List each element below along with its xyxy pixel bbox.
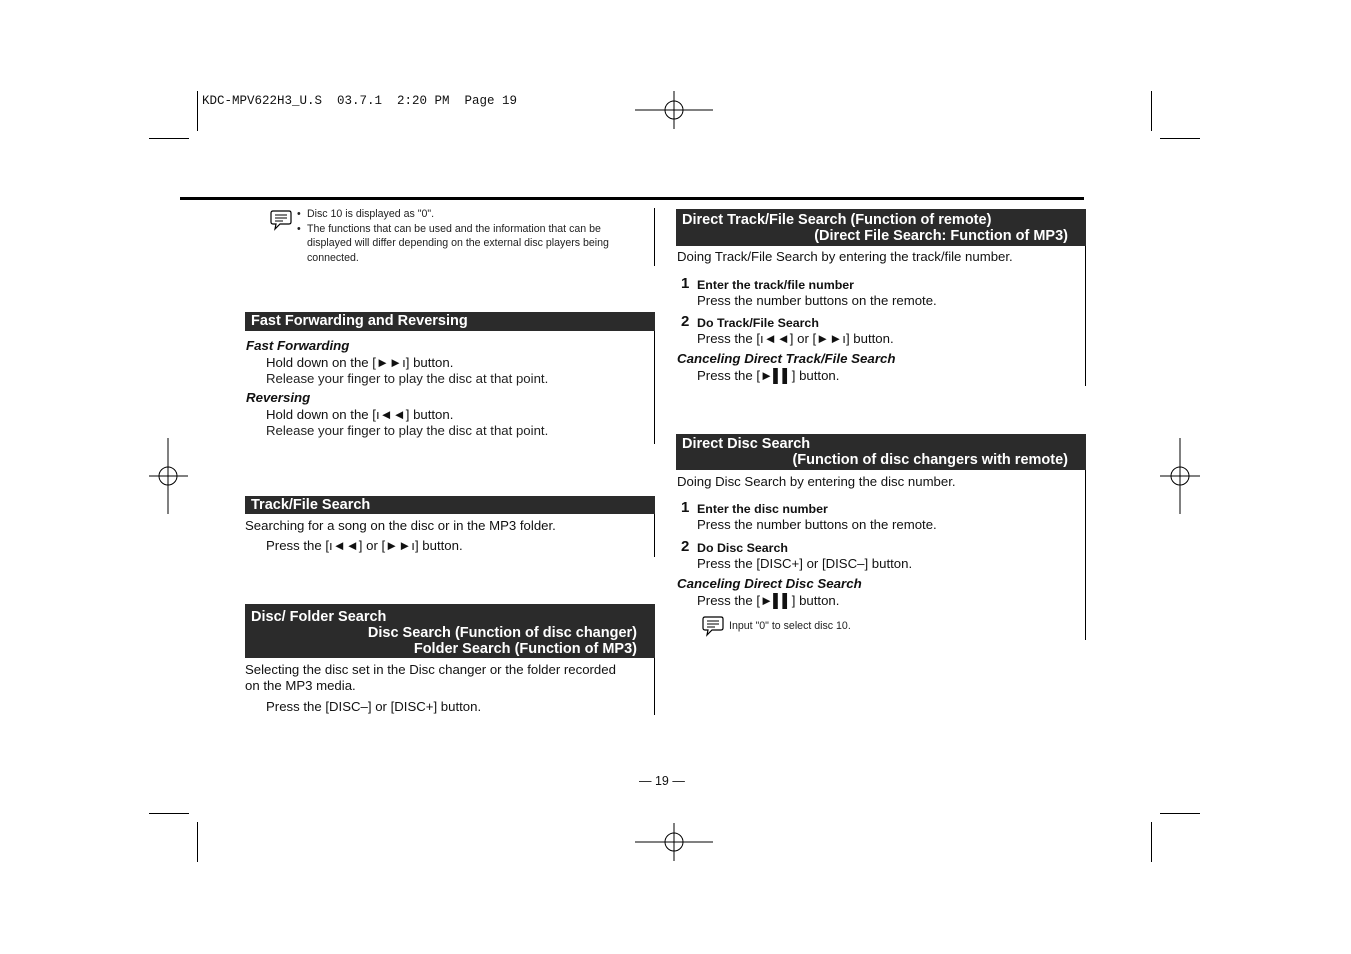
subheading-cancel-disc: Canceling Direct Disc Search bbox=[677, 576, 862, 591]
text: Release your finger to play the disc at that point. bbox=[266, 371, 549, 386]
section-header-disc-folder bbox=[245, 604, 655, 658]
note-line: displayed will differ depending on the external disc players being bbox=[307, 237, 609, 250]
text: Hold down on the [ı◄◄] button. bbox=[266, 407, 454, 422]
section-title: (Direct File Search: Function of MP3) bbox=[814, 228, 1068, 244]
step-title: Do Disc Search bbox=[697, 541, 788, 555]
section-title: Direct Disc Search bbox=[682, 436, 811, 452]
section-header-fast bbox=[245, 312, 655, 331]
subheading-reversing: Reversing bbox=[246, 390, 311, 405]
text: Press the [DISC+] or [DISC–] button. bbox=[697, 556, 913, 571]
step-title: Enter the track/file number bbox=[697, 278, 854, 292]
note-line: The functions that can be used and the information that can be bbox=[307, 222, 601, 235]
section-title: Track/File Search bbox=[251, 497, 371, 513]
text: Press the number buttons on the remote. bbox=[697, 517, 937, 532]
page-number: — 19 — bbox=[639, 774, 685, 788]
text: on the MP3 media. bbox=[245, 678, 356, 693]
step-number: 1 bbox=[681, 499, 690, 516]
text: Press the [►▌▌] button. bbox=[697, 593, 840, 608]
step-title: Do Track/File Search bbox=[697, 316, 819, 330]
subheading-cancel-track: Canceling Direct Track/File Search bbox=[677, 351, 896, 366]
text: Press the [DISC–] or [DISC+] button. bbox=[266, 699, 482, 714]
note-line: connected. bbox=[307, 251, 359, 264]
section-title: Direct Track/File Search (Function of remote) bbox=[682, 212, 992, 228]
section-header-direct-disc bbox=[676, 434, 1086, 470]
top-rule bbox=[180, 197, 1084, 200]
text: Doing Disc Search by entering the disc number. bbox=[677, 474, 956, 489]
section-title: Disc Search (Function of disc changer) bbox=[367, 625, 637, 641]
section-title: (Function of disc changers with remote) bbox=[792, 452, 1068, 468]
registration-mark-right-shape bbox=[1160, 438, 1200, 514]
right-note: Input "0" to select disc 10. bbox=[729, 620, 851, 632]
step-title: Enter the disc number bbox=[697, 502, 828, 516]
section-header-track bbox=[245, 496, 655, 514]
section-title: Folder Search (Function of MP3) bbox=[413, 641, 637, 657]
note-line: Disc 10 is displayed as "0". bbox=[307, 208, 435, 220]
text: Press the [►▌▌] button. bbox=[697, 368, 840, 383]
registration-mark-top-shape bbox=[635, 91, 713, 129]
subheading-fast-forwarding: Fast Forwarding bbox=[246, 338, 350, 353]
registration-mark-left-shape bbox=[149, 438, 188, 514]
text: Press the [ı◄◄] or [►►ı] button. bbox=[266, 538, 463, 553]
text: Release your finger to play the disc at that point. bbox=[266, 423, 549, 438]
text: Searching for a song on the disc or in the MP3 folder. bbox=[245, 518, 556, 533]
section-title: Fast Forwarding and Reversing bbox=[251, 313, 468, 329]
step-number: 2 bbox=[681, 538, 690, 555]
text: Press the [ı◄◄] or [►►ı] button. bbox=[697, 331, 894, 346]
text: Press the number buttons on the remote. bbox=[697, 293, 937, 308]
step-number: 2 bbox=[681, 313, 690, 330]
text: Selecting the disc set in the Disc changer or the folder recorded bbox=[245, 662, 616, 677]
registration-mark-bottom-shape bbox=[635, 823, 713, 861]
print-slug: KDC-MPV622H3_U.S 03.7.1 2:20 PM Page 19 bbox=[202, 94, 518, 108]
note-icon bbox=[701, 615, 725, 637]
text: Hold down on the [►►ı] button. bbox=[266, 355, 454, 370]
note-icon bbox=[269, 209, 293, 231]
step-number: 1 bbox=[681, 275, 690, 292]
section-header-direct-track bbox=[676, 209, 1086, 246]
left-note: • Disc 10 is displayed as "0". • The functions that can be used and the information that can be displayed will differ depending on the external disc players being connected. bbox=[297, 208, 609, 264]
section-title: Disc/ Folder Search bbox=[251, 609, 387, 625]
text: Doing Track/File Search by entering the track/file number. bbox=[677, 249, 1013, 264]
